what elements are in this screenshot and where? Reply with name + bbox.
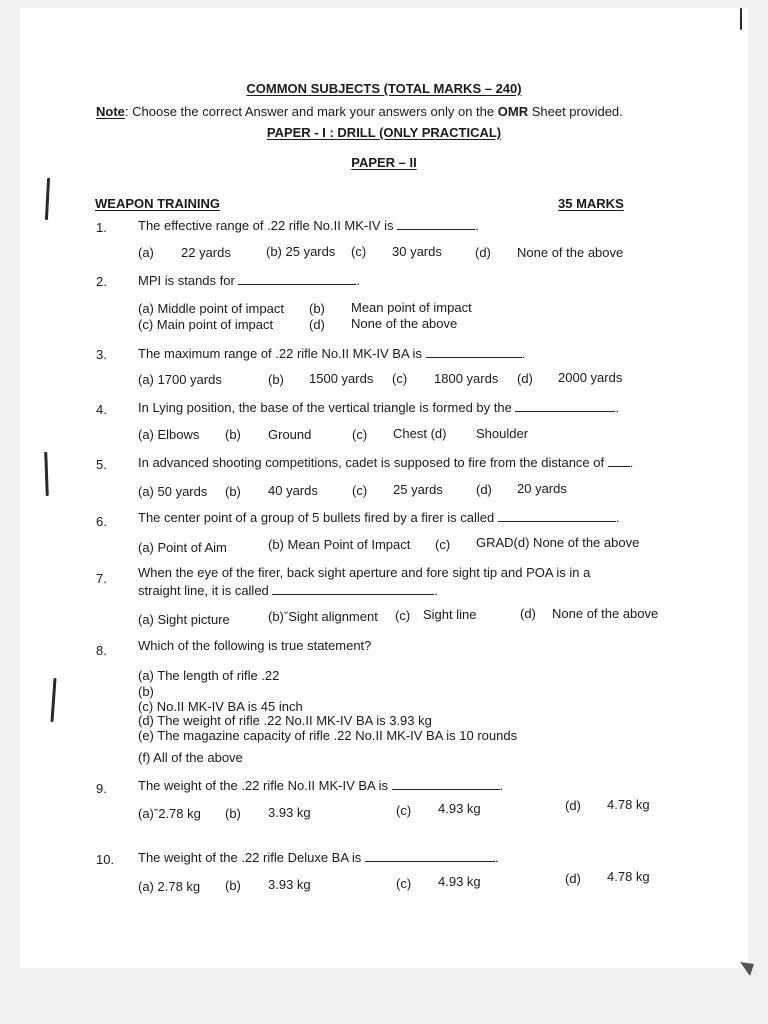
page-title: COMMON SUBJECTS (TOTAL MARKS – 240) <box>246 81 522 96</box>
question-number: 2. <box>96 274 107 289</box>
question-text: The weight of the .22 rifle No.II MK-IV BA is . <box>138 778 504 793</box>
question-text: When the eye of the firer, back sight aperture and fore sight tip and POA is in a <box>138 565 591 580</box>
question-text: The effective range of .22 rifle No.II MK-IV is . <box>138 218 479 233</box>
option: 22 yards <box>181 245 231 260</box>
option: 20 yards <box>517 481 567 496</box>
question-text: In Lying position, the base of the vertical triangle is formed by the . <box>138 400 620 415</box>
option: (c) No.II MK-IV BA is 45 inch <box>138 699 303 714</box>
question-text: In advanced shooting competitions, cadet is supposed to fire from the distance of . <box>138 455 634 470</box>
option: 25 yards <box>393 482 443 497</box>
section-title: WEAPON TRAINING <box>95 196 220 211</box>
option: (d) The weight of rifle .22 No.II MK-IV BA is 3.93 kg <box>138 713 432 728</box>
question-text: The weight of the .22 rifle Deluxe BA is . <box>138 850 499 865</box>
option: 4.93 kg <box>438 874 481 889</box>
option: (a) Sight picture <box>138 612 230 627</box>
option: 1800 yards <box>434 371 499 386</box>
option: (d) <box>520 606 536 621</box>
option: (b) <box>309 301 325 316</box>
option: 40 yards <box>268 483 318 498</box>
option: (d) <box>475 245 491 260</box>
option: (b) <box>225 427 241 442</box>
option: (a) The length of rifle .22 <box>138 668 280 683</box>
option: (a)ˇ2.78 kg <box>138 806 201 821</box>
option: (c) Main point of impact <box>138 317 274 332</box>
option: (b) 25 yards <box>266 244 336 259</box>
option: 2000 yards <box>558 370 623 385</box>
option: (d) <box>309 317 325 332</box>
option: (b) <box>225 806 241 821</box>
question-number: 7. <box>96 571 107 586</box>
option: (c) <box>396 876 412 891</box>
option: (d) <box>565 798 581 813</box>
option: (a) Elbows <box>138 427 200 442</box>
option: 3.93 kg <box>268 877 311 892</box>
option: Sight line <box>423 607 477 622</box>
section-marks: 35 MARKS <box>558 196 624 211</box>
option: (c) <box>396 803 412 818</box>
option: (c) <box>352 427 368 442</box>
option: 3.93 kg <box>268 805 311 820</box>
question-number: 9. <box>96 781 107 796</box>
option: (d) <box>476 482 492 497</box>
option: (c) <box>435 537 451 552</box>
option: 30 yards <box>392 244 442 259</box>
margin-mark <box>740 8 742 30</box>
option: Shoulder <box>476 426 529 441</box>
question-number: 5. <box>96 457 107 472</box>
question-text: MPI is stands for . <box>138 273 361 288</box>
option: (d) <box>565 871 581 886</box>
option: (a) Point of Aim <box>138 540 227 555</box>
option: (b) <box>225 484 241 499</box>
note-line: Note: Choose the correct Answer and mark your answers only on the OMR Sheet provided. <box>96 104 623 119</box>
option: (b) <box>225 878 241 893</box>
question-text: The maximum range of .22 rifle No.II MK-IV BA is . <box>138 346 526 361</box>
question-number: 4. <box>96 402 107 417</box>
option: 4.93 kg <box>438 801 481 816</box>
option: Chest (d) <box>393 426 447 441</box>
question-number: 8. <box>96 643 107 658</box>
question-text: Which of the following is true statement? <box>138 638 372 653</box>
question-number: 3. <box>96 347 107 362</box>
question-number: 6. <box>96 514 107 529</box>
option: (b) <box>138 684 154 699</box>
question-text: The center point of a group of 5 bullets fired by a firer is called . <box>138 510 620 525</box>
option: (d) <box>517 371 533 386</box>
option: (a) 2.78 kg <box>138 879 201 894</box>
option: (c) <box>351 244 367 259</box>
question-text-continued: straight line, it is called . <box>138 583 439 598</box>
paper-one-heading: PAPER - I : DRILL (ONLY PRACTICAL) <box>266 125 502 140</box>
option: (b) Mean Point of Impact <box>268 537 411 552</box>
option: None of the above <box>517 245 624 260</box>
option: (b)ˇSight alignment <box>268 609 378 624</box>
option: 4.78 kg <box>607 869 650 884</box>
option: Ground <box>268 427 312 442</box>
question-number: 10. <box>96 852 115 867</box>
option: (a) 1700 yards <box>138 372 222 387</box>
option: (e) The magazine capacity of rifle .22 No.II MK-IV BA is 10 rounds <box>138 728 518 743</box>
corner-fold <box>740 962 756 978</box>
option: None of the above <box>552 606 659 621</box>
paper-sheet <box>20 8 748 968</box>
option: 1500 yards <box>309 371 374 386</box>
option: (b) <box>268 372 284 387</box>
option: GRAD(d) None of the above <box>476 535 640 550</box>
option: (a) 50 yards <box>138 484 208 499</box>
option: (c) <box>395 608 411 623</box>
option: (a) Middle point of impact <box>138 301 284 316</box>
question-number: 1. <box>96 220 107 235</box>
option: (a) <box>138 245 154 260</box>
option: 4.78 kg <box>607 797 650 812</box>
option: (f) All of the above <box>138 750 243 765</box>
option: (c) <box>392 371 408 386</box>
option: (c) <box>352 483 368 498</box>
option: None of the above <box>351 316 458 331</box>
paper-two-heading: PAPER – II <box>351 155 417 170</box>
option: Mean point of impact <box>351 300 472 315</box>
